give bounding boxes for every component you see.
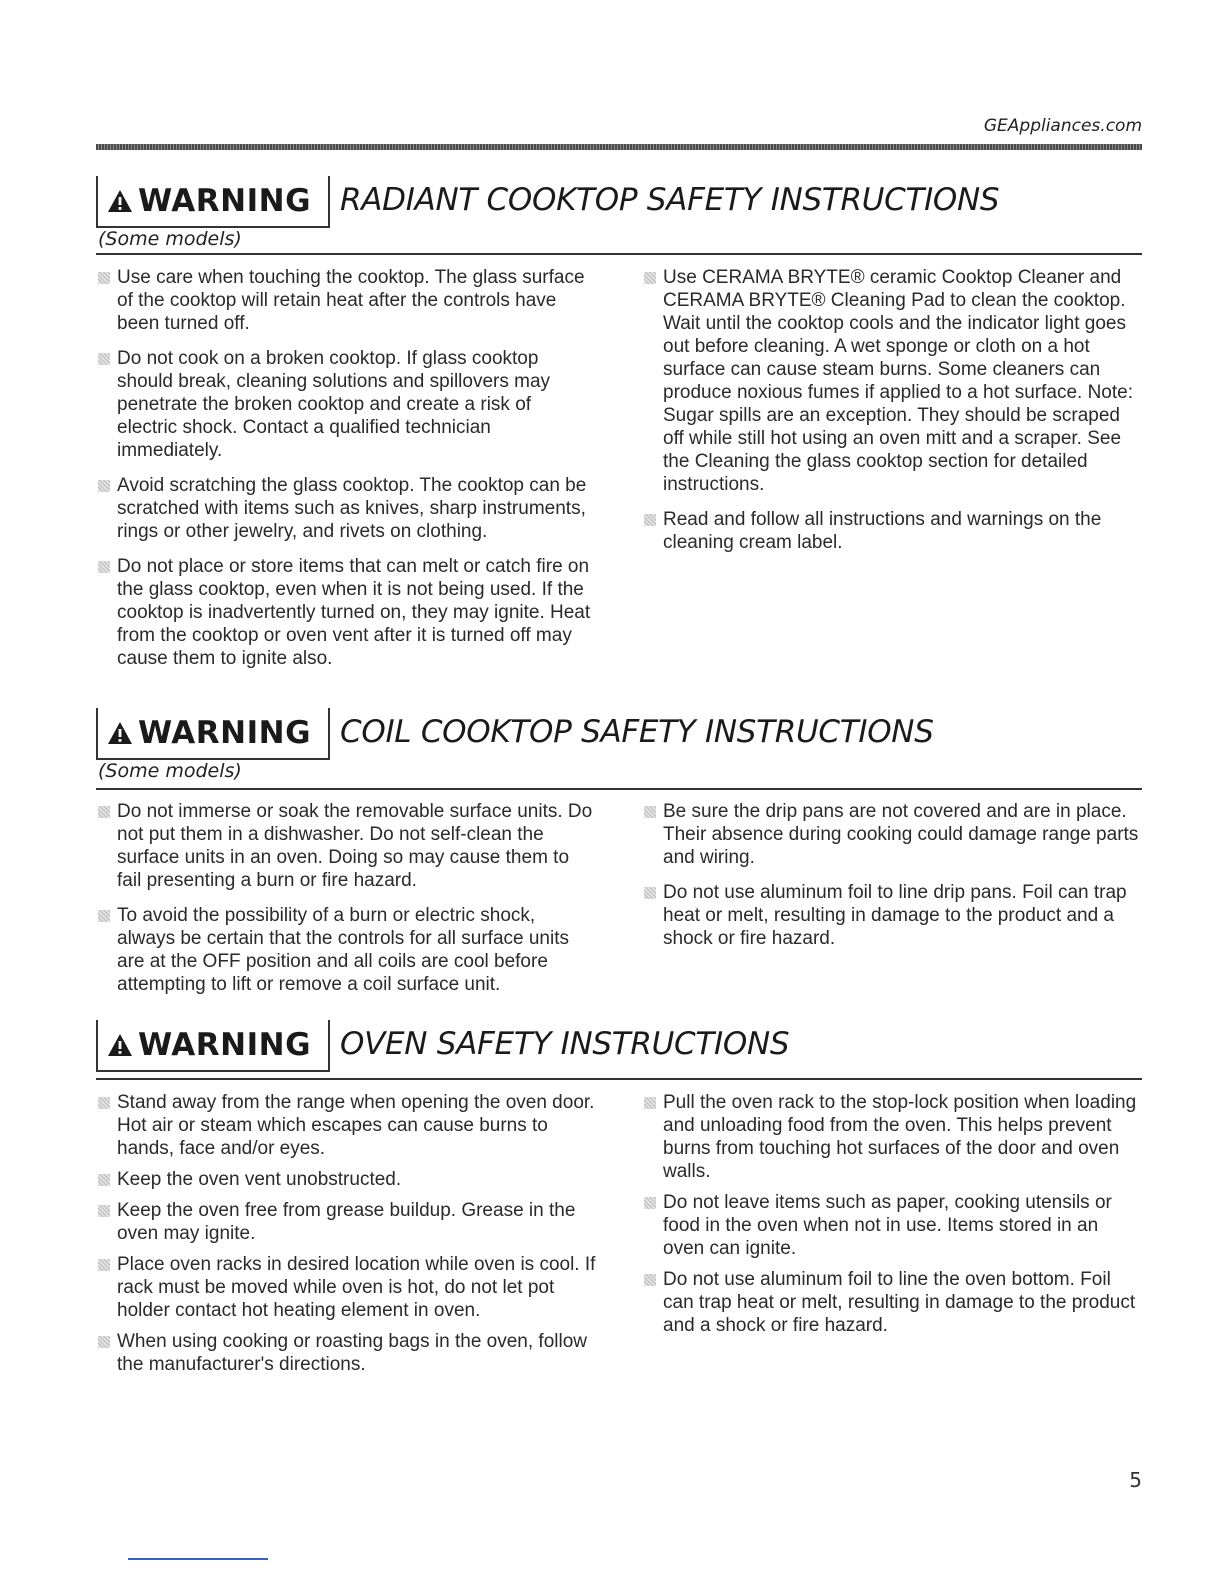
warning-label	[106, 1027, 311, 1063]
list-item: Use care when touching the cooktop. The glass surface of the cooktop will retain heat after the controls have been turned off.	[96, 266, 596, 335]
square-bullet-icon	[644, 806, 656, 818]
list-item: Do not cook on a broken cooktop. If glass cooktop should break, cleaning solutions and spillovers may penetrate the broken cooktop and create a risk of electric shock. Contact a qualified technician immediately.	[96, 347, 596, 462]
section-header	[96, 176, 1142, 250]
warning-triangle-icon	[106, 720, 134, 746]
list-item: Do not immerse or soak the removable surface units. Do not put them in a dishwasher. Do not self-clean the surface units in an oven. Doing so may cause them to fail presenting a burn or fire hazard.	[96, 800, 596, 892]
section-columns	[96, 800, 1142, 1008]
section-columns	[96, 266, 1142, 682]
list-item: Stand away from the range when opening the oven door. Hot air or steam which escapes can cause burns to hands, face and/or eyes.	[96, 1091, 596, 1160]
page-number: 5	[1129, 1468, 1142, 1492]
left-column	[96, 1091, 596, 1384]
left-column	[96, 266, 596, 682]
warning-text: WARNING	[138, 715, 312, 751]
section-coil	[96, 708, 1142, 995]
list-item: Do not place or store items that can melt or catch fire on the glass cooktop, even when it is not being used. If the cooktop is inadvertently turned on, they may ignite. Heat from the cooktop or oven vent after it is turned off may cause them to ignite also.	[96, 555, 596, 670]
list-item: Avoid scratching the glass cooktop. The cooktop can be scratched with items such as knives, sharp instruments, rings or other jewelry, and rivets on clothing.	[96, 474, 596, 543]
section-header	[96, 1020, 1142, 1072]
square-bullet-icon	[98, 1336, 110, 1348]
section-note: (Some models)	[98, 228, 242, 250]
list-item: Do not use aluminum foil to line drip pans. Foil can trap heat or melt, resulting in damage to the product and a shock or fire hazard.	[642, 881, 1142, 950]
section-rule	[96, 1078, 1142, 1080]
section-header	[96, 708, 1142, 782]
list-item: When using cooking or roasting bags in the oven, follow the manufacturer's directions.	[96, 1330, 596, 1376]
warning-label	[106, 183, 311, 219]
warning-label	[106, 715, 311, 751]
list-item: Keep the oven vent unobstructed.	[96, 1168, 596, 1191]
section-rule	[96, 788, 1142, 790]
warning-box	[96, 1020, 330, 1072]
right-column	[642, 266, 1142, 682]
section-title: RADIANT COOKTOP SAFETY INSTRUCTIONS	[340, 182, 1000, 218]
square-bullet-icon	[98, 806, 110, 818]
section-oven	[96, 1020, 1142, 1375]
warning-text: WARNING	[138, 1027, 312, 1063]
section-note: (Some models)	[98, 760, 242, 782]
square-bullet-icon	[98, 480, 110, 492]
warning-triangle-icon	[106, 188, 134, 214]
footer-link-underline	[128, 1558, 268, 1560]
list-item: Read and follow all instructions and warnings on the cleaning cream label.	[642, 508, 1142, 554]
square-bullet-icon	[98, 1259, 110, 1271]
section-radiant	[96, 176, 1142, 669]
square-bullet-icon	[98, 353, 110, 365]
square-bullet-icon	[98, 910, 110, 922]
square-bullet-icon	[644, 272, 656, 284]
section-rule	[96, 253, 1142, 255]
warning-text: WARNING	[138, 183, 312, 219]
left-column	[96, 800, 596, 1008]
square-bullet-icon	[98, 1174, 110, 1186]
square-bullet-icon	[98, 561, 110, 573]
warning-box	[96, 176, 330, 228]
section-title: OVEN SAFETY INSTRUCTIONS	[340, 1026, 790, 1062]
list-item: Be sure the drip pans are not covered and are in place. Their absence during cooking could damage range parts and wiring.	[642, 800, 1142, 869]
list-item: Do not leave items such as paper, cooking utensils or food in the oven when not in use. Items stored in an oven can ignite.	[642, 1191, 1142, 1260]
square-bullet-icon	[98, 1205, 110, 1217]
square-bullet-icon	[644, 514, 656, 526]
list-item: Do not use aluminum foil to line the oven bottom. Foil can trap heat or melt, resulting in damage to the product and a shock or fire hazard.	[642, 1268, 1142, 1337]
right-column	[642, 800, 1142, 1008]
section-columns	[96, 1091, 1142, 1384]
section-title: COIL COOKTOP SAFETY INSTRUCTIONS	[340, 714, 934, 750]
list-item: Place oven racks in desired location while oven is cool. If rack must be moved while oven is hot, do not let pot holder contact hot heating element in oven.	[96, 1253, 596, 1322]
square-bullet-icon	[644, 1097, 656, 1109]
list-item: Pull the oven rack to the stop-lock position when loading and unloading food from the oven. This helps prevent burns from touching hot surfaces of the door and oven walls.	[642, 1091, 1142, 1183]
square-bullet-icon	[98, 272, 110, 284]
list-item: Use CERAMA BRYTE® ceramic Cooktop Cleaner and CERAMA BRYTE® Cleaning Pad to clean the cooktop. Wait until the cooktop cools and the indicator light goes out before cleaning. A wet sponge or cloth on a hot surface can cause steam burns. Some cleaners can produce noxious fumes if applied to a hot surface. Note: Sugar spills are an exception. They should be scraped off while still hot using an oven mitt and a scraper. See the Cleaning the glass cooktop section for detailed instructions.	[642, 266, 1142, 496]
square-bullet-icon	[644, 887, 656, 899]
list-item: Keep the oven free from grease buildup. Grease in the oven may ignite.	[96, 1199, 596, 1245]
warning-triangle-icon	[106, 1032, 134, 1058]
square-bullet-icon	[98, 1097, 110, 1109]
site-url: GEAppliances.com	[983, 116, 1142, 136]
square-bullet-icon	[644, 1197, 656, 1209]
right-column	[642, 1091, 1142, 1384]
square-bullet-icon	[644, 1274, 656, 1286]
top-rule	[96, 144, 1142, 150]
list-item: To avoid the possibility of a burn or electric shock, always be certain that the controls for all surface units are at the OFF position and all coils are cool before attempting to lift or remove a coil surface unit.	[96, 904, 596, 996]
warning-box	[96, 708, 330, 760]
